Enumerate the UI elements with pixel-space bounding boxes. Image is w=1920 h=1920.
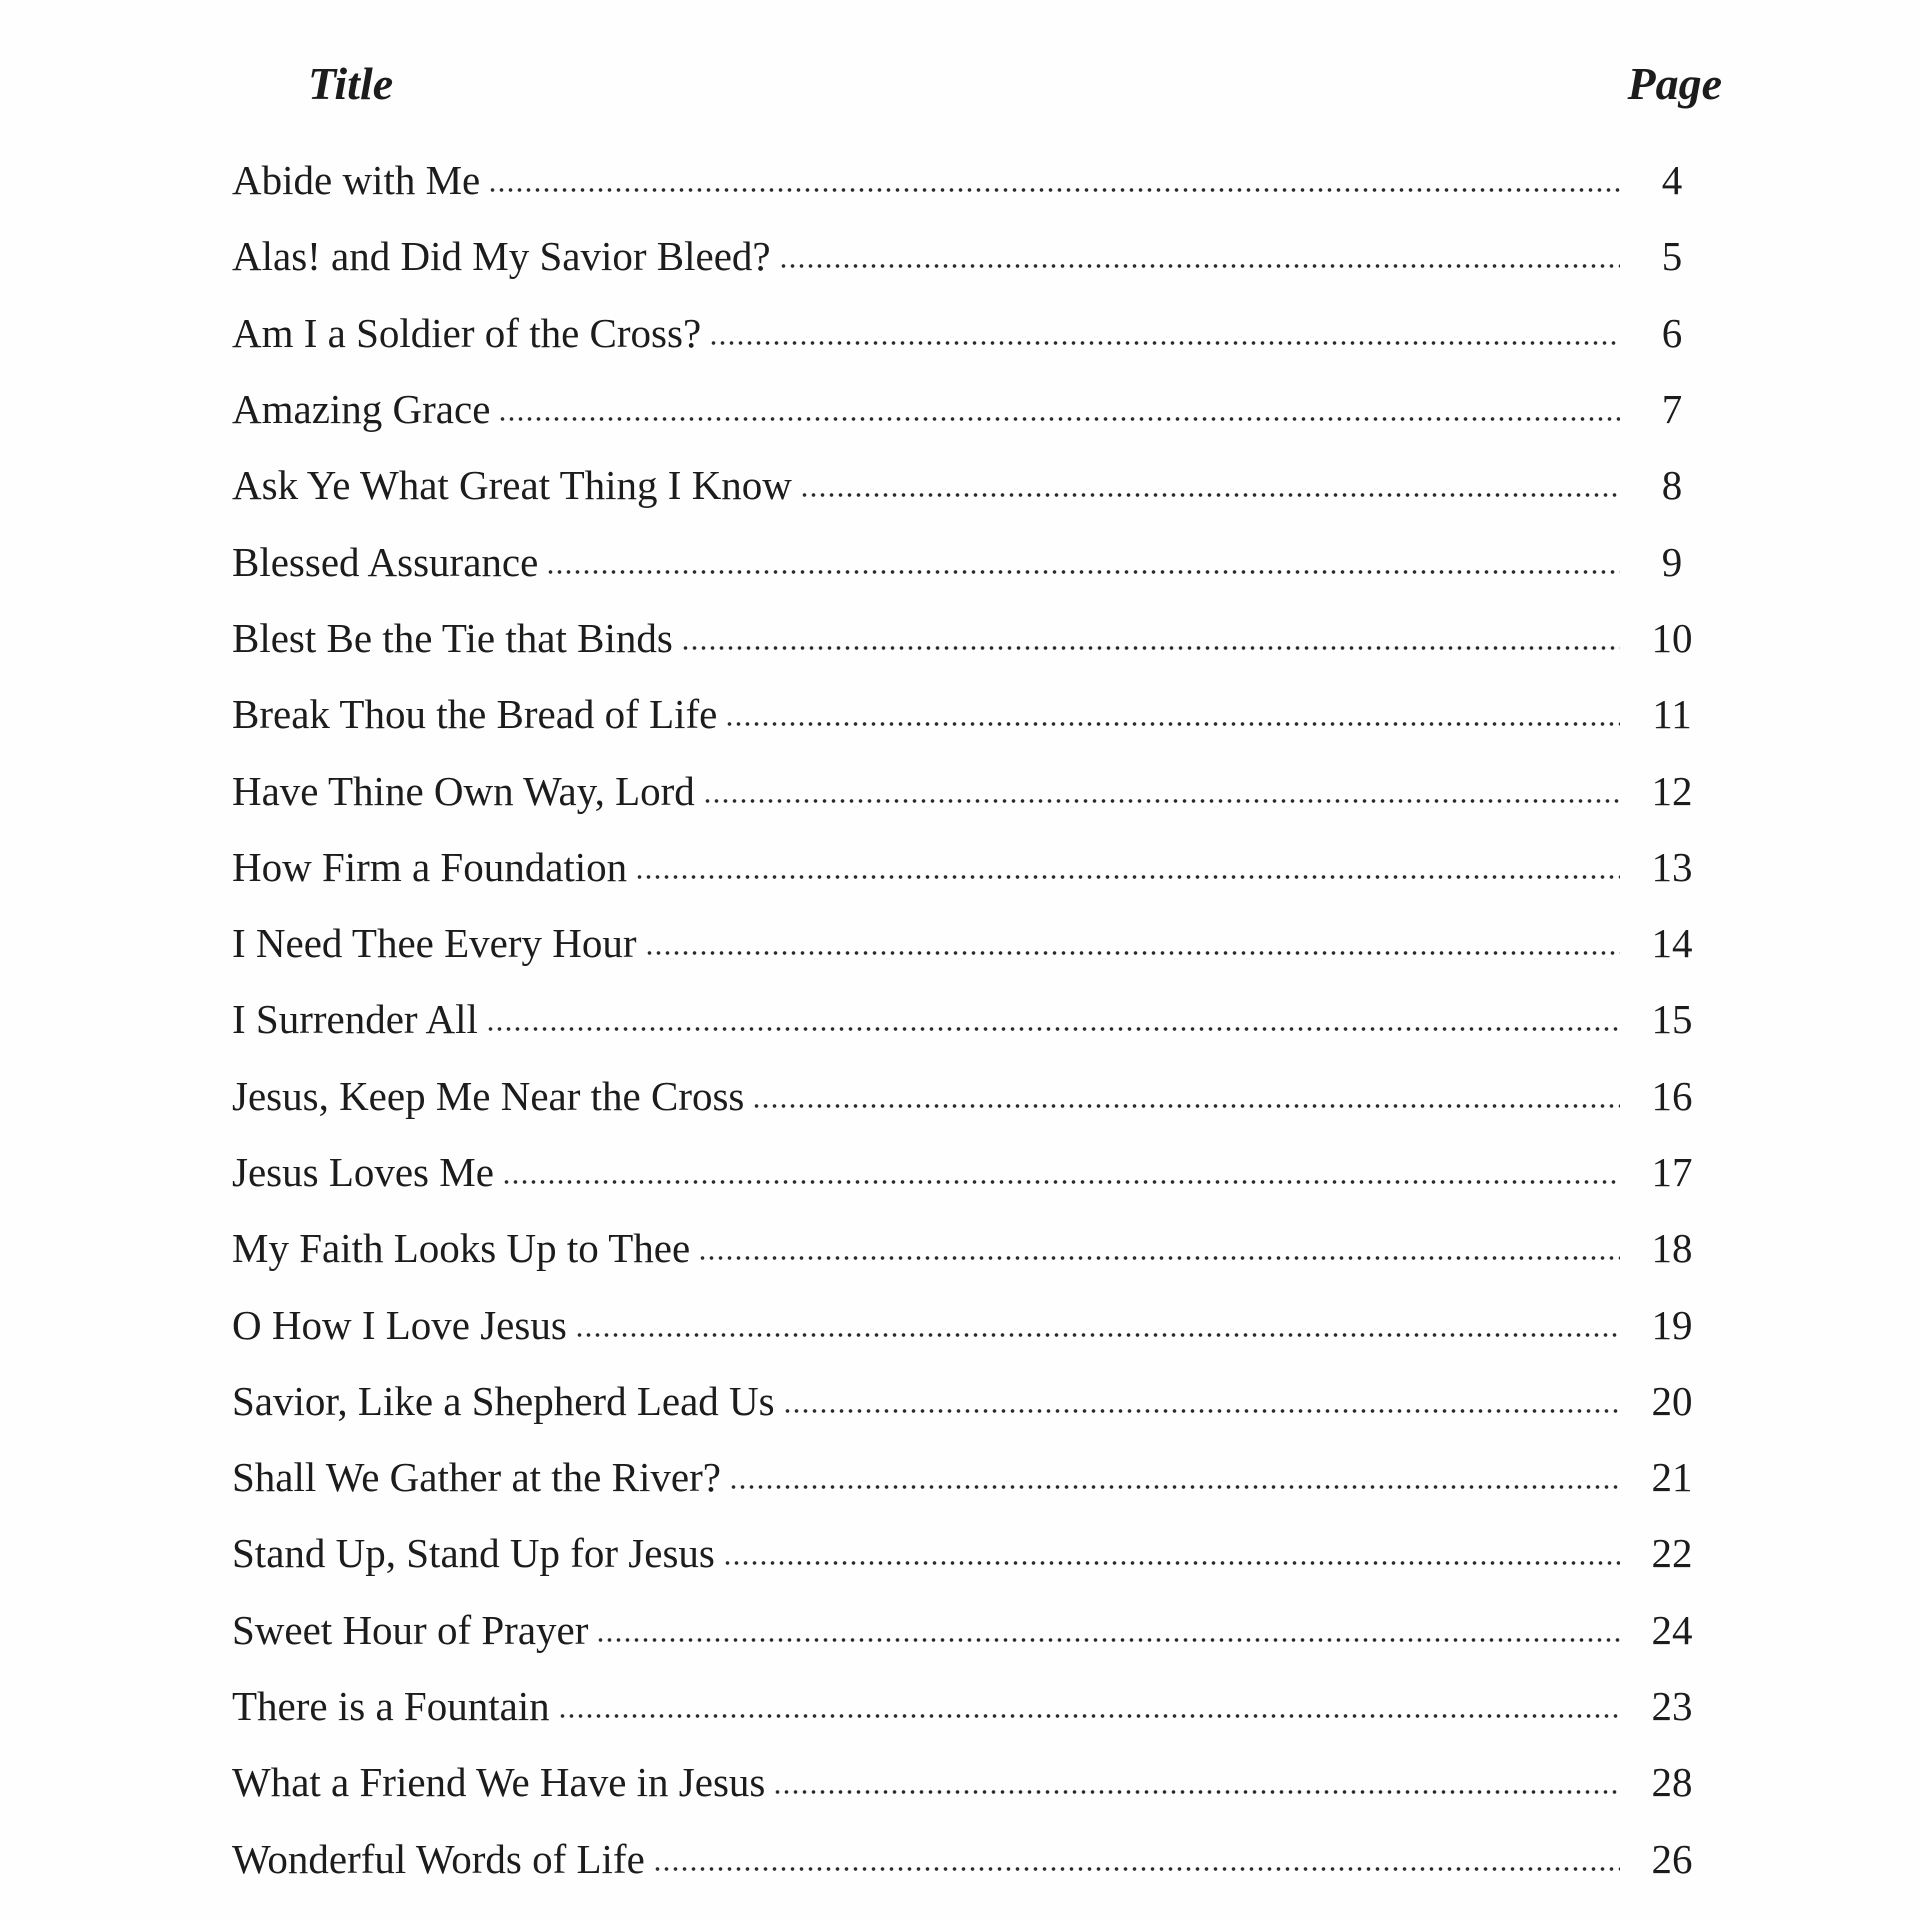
toc-entry-page-number: 21 <box>1651 1454 1693 1501</box>
toc-entry <box>232 905 1712 981</box>
toc-entry <box>232 1286 1712 1362</box>
toc-entry <box>232 676 1712 752</box>
toc-entry-page-number: 19 <box>1651 1301 1693 1348</box>
dot-leader <box>800 491 1620 499</box>
toc-list <box>232 142 1712 1897</box>
toc-entry <box>232 600 1712 676</box>
dot-leader <box>725 720 1620 728</box>
toc-entry-title: What a Friend We Have in Jesus <box>232 1759 766 1806</box>
toc-entry-title: Break Thou the Bread of Life <box>232 691 718 738</box>
toc-entry-title: Have Thine Own Way, Lord <box>232 767 695 814</box>
dot-leader <box>558 1712 1620 1720</box>
toc-entry-page-number: 16 <box>1651 1072 1693 1119</box>
toc-entry <box>232 1439 1712 1515</box>
dot-leader <box>575 1331 1620 1339</box>
toc-entry <box>232 295 1712 371</box>
toc-entry-title: Ask Ye What Great Thing I Know <box>232 462 792 509</box>
dot-leader <box>709 339 1620 347</box>
toc-entry-title: Abide with Me <box>232 157 481 204</box>
toc-entry-page-number: 6 <box>1661 309 1683 356</box>
dot-leader <box>596 1636 1620 1644</box>
dot-leader <box>698 1254 1620 1262</box>
dot-leader <box>488 186 1620 194</box>
toc-entry-title: Sweet Hour of Prayer <box>232 1606 589 1653</box>
toc-entry-title: Wonderful Words of Life <box>232 1835 645 1882</box>
dot-leader <box>653 1865 1620 1873</box>
toc-entry <box>232 829 1712 905</box>
toc-entry-page-number: 8 <box>1661 462 1683 509</box>
toc-entry-page-number: 11 <box>1652 691 1692 738</box>
toc-entry-page-number: 10 <box>1651 614 1693 661</box>
toc-entry-page-number: 7 <box>1661 386 1683 433</box>
toc-entry-page-number: 9 <box>1661 538 1683 585</box>
toc-entry-title: Jesus Loves Me <box>232 1149 494 1195</box>
toc-entry <box>232 1134 1712 1210</box>
toc-entry-title: My Faith Looks Up to Thee <box>232 1225 691 1272</box>
toc-entry-title: Jesus, Keep Me Near the Cross <box>232 1072 745 1119</box>
toc-entry <box>232 1592 1712 1668</box>
toc-entry-title: Alas! and Did My Savior Bleed? <box>232 233 771 280</box>
toc-entry <box>232 752 1712 828</box>
title-column-heading: Title <box>308 58 394 109</box>
toc-entry-page-number: 4 <box>1661 157 1683 204</box>
toc-entry-page-number: 23 <box>1651 1683 1693 1730</box>
toc-entry <box>232 1058 1712 1134</box>
toc-entry-page-number: 5 <box>1661 233 1683 280</box>
dot-leader <box>681 644 1620 652</box>
toc-entry <box>232 1515 1712 1591</box>
toc-entry-title: There is a Fountain <box>232 1683 550 1730</box>
dot-leader <box>645 949 1620 957</box>
dot-leader <box>729 1483 1620 1491</box>
toc-entry <box>232 523 1712 599</box>
toc-entry-title: Savior, Like a Shepherd Lead Us <box>232 1377 775 1424</box>
dot-leader <box>703 797 1620 805</box>
dot-leader <box>486 1025 1620 1033</box>
toc-entry <box>232 447 1712 523</box>
toc-entry-title: O How I Love Jesus <box>232 1301 567 1348</box>
toc-entry <box>232 218 1712 294</box>
toc-entry-page-number: 24 <box>1651 1606 1693 1653</box>
toc-header <box>232 44 1722 124</box>
page-column-heading: Page <box>1627 58 1722 109</box>
toc-entry <box>232 1668 1712 1744</box>
dot-leader <box>773 1788 1620 1796</box>
toc-entry-title: Stand Up, Stand Up for Jesus <box>232 1530 715 1577</box>
toc-entry-title: Am I a Soldier of the Cross? <box>232 309 702 356</box>
toc-entry-page-number: 22 <box>1651 1530 1693 1577</box>
toc-entry-page-number: 26 <box>1651 1835 1693 1882</box>
toc-entry <box>232 371 1712 447</box>
toc-entry-title: I Surrender All <box>232 996 478 1043</box>
dot-leader <box>502 1178 1620 1186</box>
toc-entry-page-number: 17 <box>1651 1149 1693 1195</box>
toc-entry <box>232 1363 1712 1439</box>
dot-leader <box>546 568 1620 576</box>
toc-entry-page-number: 12 <box>1651 767 1693 814</box>
dot-leader <box>723 1559 1620 1567</box>
toc-entry-page-number: 18 <box>1651 1225 1693 1272</box>
toc-entry-page-number: 14 <box>1651 920 1693 967</box>
dot-leader <box>783 1407 1620 1415</box>
toc-entry-page-number: 28 <box>1651 1759 1693 1806</box>
toc-entry-title: Amazing Grace <box>232 386 491 433</box>
dot-leader <box>498 415 1620 423</box>
toc-entry-page-number: 15 <box>1651 996 1693 1043</box>
toc-entry-page-number: 20 <box>1651 1377 1693 1424</box>
toc-entry <box>232 142 1712 218</box>
toc-entry-title: Shall We Gather at the River? <box>232 1454 721 1501</box>
toc-entry-title: Blessed Assurance <box>232 538 539 585</box>
toc-entry <box>232 981 1712 1057</box>
toc-entry-title: Blest Be the Tie that Binds <box>232 614 673 661</box>
dot-leader <box>779 262 1620 270</box>
toc-entry-page-number: 13 <box>1651 843 1693 890</box>
dot-leader <box>635 873 1620 881</box>
toc-entry-title: How Firm a Foundation <box>232 843 628 890</box>
toc-entry-title: I Need Thee Every Hour <box>232 920 637 967</box>
dot-leader <box>752 1102 1620 1110</box>
toc-entry <box>232 1744 1712 1820</box>
toc-entry <box>232 1210 1712 1286</box>
toc-entry <box>232 1821 1712 1897</box>
